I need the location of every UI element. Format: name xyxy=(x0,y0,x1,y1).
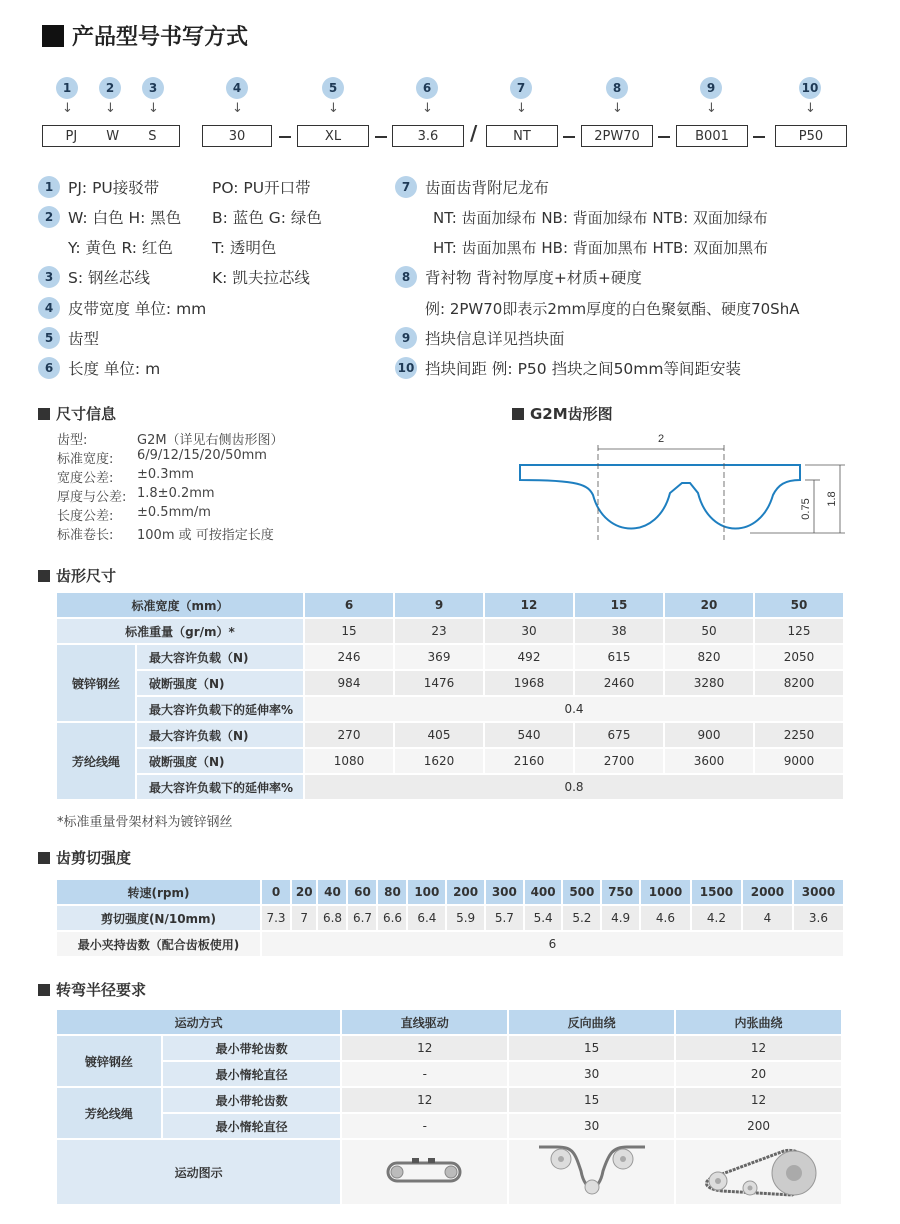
width-cell: 12 xyxy=(485,593,573,617)
table-cell: 1080 xyxy=(305,749,393,773)
table-cell: 675 xyxy=(575,723,663,747)
table-cell: 1620 xyxy=(395,749,483,773)
legend-item-3 xyxy=(38,265,388,289)
shear-table xyxy=(55,878,845,958)
weight-note: *标准重量骨架材料为镀锌钢丝 xyxy=(57,815,233,830)
legend-item-8-example xyxy=(395,296,875,320)
table-row xyxy=(57,932,843,956)
profile-title xyxy=(512,403,613,424)
spec-value: 6/9/12/15/20/50mm xyxy=(137,448,267,463)
code-part-fabric: NT xyxy=(513,128,531,144)
legend-number: 1 xyxy=(38,176,60,198)
table-cell: 3280 xyxy=(665,671,753,695)
legend-text: 齿型 xyxy=(68,330,100,348)
section-title-text: 尺寸信息 xyxy=(56,405,117,423)
code-box-spacing xyxy=(775,125,847,147)
down-arrow-icon: ↓ xyxy=(148,101,159,116)
tooth-spec-table xyxy=(55,591,845,801)
table-row xyxy=(57,1140,841,1204)
legend-text: W: 白色 H: 黑色 xyxy=(68,209,182,227)
table-cell: 270 xyxy=(305,723,393,747)
speed-cell: 1500 xyxy=(692,880,741,904)
legend-text: Y: 黄色 R: 红色 xyxy=(68,239,173,257)
table-row xyxy=(57,1088,841,1112)
code-box-profile xyxy=(297,125,369,147)
table-cell: 12 xyxy=(676,1036,841,1060)
table-cell: 2050 xyxy=(755,645,843,669)
code-part-core: S xyxy=(148,128,157,144)
down-arrow-icon: ↓ xyxy=(612,101,623,116)
table-cell: 200 xyxy=(676,1114,841,1138)
reverse-bend-icon xyxy=(537,1141,647,1201)
spec-row xyxy=(57,486,284,505)
code-number-7: 7 xyxy=(510,77,532,99)
speed-cell: 40 xyxy=(318,880,346,904)
table-row xyxy=(57,1010,841,1034)
size-info-title xyxy=(38,403,116,424)
reverse-bend-diagram xyxy=(509,1140,674,1204)
width-cell: 15 xyxy=(575,593,663,617)
speed-cell: 500 xyxy=(563,880,600,904)
table-cell: 12 xyxy=(342,1036,507,1060)
row-label: 最大容许负载下的延伸率% xyxy=(137,775,303,799)
code-number-1: 1 xyxy=(56,77,78,99)
total-height-label: 1.8 xyxy=(826,491,838,507)
code-part-width: 30 xyxy=(228,128,246,144)
table-row xyxy=(57,697,843,721)
legend-number: 6 xyxy=(38,357,60,379)
table-cell: 405 xyxy=(395,723,483,747)
speed-cell: 300 xyxy=(486,880,523,904)
table-cell: 12 xyxy=(342,1088,507,1112)
row-label: 破断强度（N) xyxy=(137,671,303,695)
code-box-backing xyxy=(581,125,653,147)
table-row xyxy=(57,1062,841,1086)
table-row xyxy=(57,906,843,930)
section-square-icon xyxy=(38,852,50,864)
section-title-text: 齿形尺寸 xyxy=(56,567,117,585)
speed-cell: 3000 xyxy=(794,880,843,904)
code-number-6: 6 xyxy=(416,77,438,99)
min-teeth-header: 最小夹持齿数（配合齿板使用) xyxy=(57,932,260,956)
section-square-icon xyxy=(38,570,50,582)
table-row xyxy=(57,723,843,747)
speed-cell: 20 xyxy=(292,880,316,904)
legend-text: 长度 单位: m xyxy=(68,360,161,378)
table-cell: 615 xyxy=(575,645,663,669)
shear-cell: 6.6 xyxy=(378,906,406,930)
table-row xyxy=(57,880,843,904)
table-row xyxy=(57,671,843,695)
shear-cell: 7 xyxy=(292,906,316,930)
table-cell: - xyxy=(342,1114,507,1138)
table-cell: 30 xyxy=(509,1114,674,1138)
table-row xyxy=(57,619,843,643)
legend-left xyxy=(38,175,388,380)
legend-text: 挡块信息详见挡块面 xyxy=(425,330,565,348)
spec-value: 1.8±0.2mm xyxy=(137,486,215,501)
row-label: 最大容许负载（N) xyxy=(137,645,303,669)
weight-cell: 15 xyxy=(305,619,393,643)
width-cell: 6 xyxy=(305,593,393,617)
code-slash: / xyxy=(470,121,478,145)
code-number-8: 8 xyxy=(606,77,628,99)
diagram-header: 运动图示 xyxy=(57,1140,340,1204)
code-box-block xyxy=(676,125,748,147)
min-teeth-cell: 6 xyxy=(262,932,843,956)
shear-cell: 4.2 xyxy=(692,906,741,930)
table-cell: 2460 xyxy=(575,671,663,695)
row-label: 最小带轮齿数 xyxy=(163,1036,341,1060)
table-row xyxy=(57,593,843,617)
table-row xyxy=(57,1036,841,1060)
code-number-4: 4 xyxy=(226,77,248,99)
legend-text: 挡块间距 例: P50 挡块之间50mm等间距安装 xyxy=(425,360,741,378)
group-header: 芳纶线绳 xyxy=(57,723,135,799)
spec-row xyxy=(57,467,284,486)
table-cell: 540 xyxy=(485,723,573,747)
spec-row xyxy=(57,505,284,524)
speed-header: 转速(rpm) xyxy=(57,880,260,904)
code-box-fabric xyxy=(486,125,558,147)
speed-cell: 0 xyxy=(262,880,290,904)
section-square-icon xyxy=(38,984,50,996)
weight-cell: 125 xyxy=(755,619,843,643)
table-cell: 0.8 xyxy=(305,775,843,799)
section-title-text: G2M齿形图 xyxy=(530,405,613,423)
mode-cell: 直线驱动 xyxy=(342,1010,507,1034)
table-cell: 8200 xyxy=(755,671,843,695)
tooth-table-title xyxy=(38,565,116,586)
width-header: 标准宽度（mm） xyxy=(57,593,303,617)
linear-drive-diagram xyxy=(342,1140,507,1204)
legend-text: K: 凯夫拉芯线 xyxy=(212,269,310,287)
table-row xyxy=(57,749,843,773)
spec-label: 标准宽度: xyxy=(57,452,114,467)
table-cell: 1968 xyxy=(485,671,573,695)
shear-cell: 7.3 xyxy=(262,906,290,930)
group-header: 镀锌钢丝 xyxy=(57,1036,161,1086)
shear-cell: 4.9 xyxy=(602,906,639,930)
down-arrow-icon: ↓ xyxy=(805,101,816,116)
shear-table-title xyxy=(38,847,131,868)
shear-cell: 6.7 xyxy=(348,906,376,930)
group-header: 镀锌钢丝 xyxy=(57,645,135,721)
section-title-text: 转弯半径要求 xyxy=(56,981,147,999)
page-title-text: 产品型号书写方式 xyxy=(72,25,249,50)
table-cell: 12 xyxy=(676,1088,841,1112)
spec-row xyxy=(57,448,284,467)
section-square-icon xyxy=(512,408,524,420)
g2m-profile-diagram xyxy=(510,425,870,550)
table-row xyxy=(57,645,843,669)
table-row xyxy=(57,1114,841,1138)
mode-cell: 内张曲绕 xyxy=(676,1010,841,1034)
legend-text: T: 透明色 xyxy=(212,239,277,257)
row-label: 最小惰轮直径 xyxy=(163,1114,341,1138)
row-label: 最小带轮齿数 xyxy=(163,1088,341,1112)
legend-number: 8 xyxy=(395,266,417,288)
inner-bend-diagram xyxy=(676,1140,841,1204)
table-cell: 0.4 xyxy=(305,697,843,721)
legend-text: PO: PU开口带 xyxy=(212,179,311,197)
size-info-list xyxy=(57,429,284,543)
table-cell: 30 xyxy=(509,1062,674,1086)
code-number-10: 10 xyxy=(799,77,821,99)
code-box-width xyxy=(202,125,272,147)
code-part-color: W xyxy=(106,128,120,144)
shear-cell: 5.4 xyxy=(525,906,562,930)
table-cell: 15 xyxy=(509,1088,674,1112)
section-square-icon xyxy=(38,408,50,420)
legend-item-9 xyxy=(395,326,875,350)
spec-label: 宽度公差: xyxy=(57,471,114,486)
mode-header: 运动方式 xyxy=(57,1010,340,1034)
legend-number: 3 xyxy=(38,266,60,288)
legend-item-4 xyxy=(38,296,388,320)
legend-text: 背衬物 背衬物厚度+材质+硬度 xyxy=(425,269,642,287)
legend-number: 2 xyxy=(38,206,60,228)
down-arrow-icon: ↓ xyxy=(232,101,243,116)
legend-item-2 xyxy=(38,205,388,229)
code-dash xyxy=(658,136,670,138)
table-cell: 2250 xyxy=(755,723,843,747)
legend-item-7-black xyxy=(395,235,875,259)
shear-cell: 5.2 xyxy=(563,906,600,930)
group-header: 芳纶线绳 xyxy=(57,1088,161,1138)
speed-cell: 60 xyxy=(348,880,376,904)
weight-header: 标准重量（gr/m）* xyxy=(57,619,303,643)
spec-value: G2M（详见右侧齿形图） xyxy=(137,433,284,448)
legend-number: 5 xyxy=(38,327,60,349)
bend-table-title xyxy=(38,979,146,1000)
legend-text: B: 蓝色 G: 绿色 xyxy=(212,209,322,227)
linear-drive-icon xyxy=(380,1151,470,1191)
legend-text: PJ: PU接驳带 xyxy=(68,179,160,197)
spec-value: ±0.5mm/m xyxy=(137,505,211,520)
spec-value: ±0.3mm xyxy=(137,467,194,482)
speed-cell: 1000 xyxy=(641,880,690,904)
legend-item-8 xyxy=(395,265,875,289)
row-label: 最大容许负载下的延伸率% xyxy=(137,697,303,721)
spec-label: 厚度与公差: xyxy=(57,490,127,505)
row-label: 破断强度（N) xyxy=(137,749,303,773)
code-part-profile: XL xyxy=(324,128,342,144)
code-part-spacing: P50 xyxy=(798,128,824,144)
down-arrow-icon: ↓ xyxy=(422,101,433,116)
legend-number: 7 xyxy=(395,176,417,198)
section-title-text: 齿剪切强度 xyxy=(56,849,132,867)
down-arrow-icon: ↓ xyxy=(706,101,717,116)
spec-label: 齿型: xyxy=(57,433,88,448)
code-dash xyxy=(563,136,575,138)
code-dash xyxy=(753,136,765,138)
spec-row xyxy=(57,524,284,543)
speed-cell: 400 xyxy=(525,880,562,904)
weight-cell: 50 xyxy=(665,619,753,643)
legend-item-2-cont xyxy=(38,235,388,259)
down-arrow-icon: ↓ xyxy=(328,101,339,116)
legend-text: 例: 2PW70即表示2mm厚度的白色聚氨酯、硬度70ShA xyxy=(425,299,800,318)
code-number-5: 5 xyxy=(322,77,344,99)
table-cell: 20 xyxy=(676,1062,841,1086)
legend-text: S: 钢丝芯线 xyxy=(68,269,150,287)
code-box-length xyxy=(392,125,464,147)
width-cell: 50 xyxy=(755,593,843,617)
shear-cell: 5.9 xyxy=(447,906,484,930)
speed-cell: 750 xyxy=(602,880,639,904)
table-cell: 820 xyxy=(665,645,753,669)
shear-cell: 3.6 xyxy=(794,906,843,930)
down-arrow-icon: ↓ xyxy=(516,101,527,116)
shear-cell: 6.8 xyxy=(318,906,346,930)
shear-cell: 4.6 xyxy=(641,906,690,930)
weight-cell: 23 xyxy=(395,619,483,643)
page-title xyxy=(42,20,248,51)
mode-cell: 反向曲绕 xyxy=(509,1010,674,1034)
width-cell: 20 xyxy=(665,593,753,617)
legend-item-7 xyxy=(395,175,875,199)
down-arrow-icon: ↓ xyxy=(62,101,73,116)
table-cell: 2700 xyxy=(575,749,663,773)
weight-cell: 38 xyxy=(575,619,663,643)
row-label: 最大容许负载（N) xyxy=(137,723,303,747)
legend-item-7-green xyxy=(395,205,875,229)
table-cell: 369 xyxy=(395,645,483,669)
belt-profile-outline xyxy=(520,465,800,529)
table-cell: 15 xyxy=(509,1036,674,1060)
table-cell: 3600 xyxy=(665,749,753,773)
code-part-backing: 2PW70 xyxy=(594,128,640,144)
table-cell: 984 xyxy=(305,671,393,695)
code-box-type-color-core xyxy=(42,125,180,147)
weight-cell: 30 xyxy=(485,619,573,643)
down-arrow-icon: ↓ xyxy=(105,101,116,116)
tooth-height-label: 0.75 xyxy=(800,498,812,520)
legend-item-6 xyxy=(38,356,388,380)
table-cell: 2160 xyxy=(485,749,573,773)
legend-number: 9 xyxy=(395,327,417,349)
code-dash xyxy=(375,136,387,138)
legend-text: HT: 齿面加黑布 HB: 背面加黑布 HTB: 双面加黑布 xyxy=(433,238,769,257)
pitch-dim-label: 2 xyxy=(657,433,665,445)
shear-header: 剪切强度(N/10mm) xyxy=(57,906,260,930)
table-cell: - xyxy=(342,1062,507,1086)
speed-cell: 100 xyxy=(408,880,445,904)
spec-row xyxy=(57,429,284,448)
legend-item-1 xyxy=(38,175,388,199)
shear-cell: 4 xyxy=(743,906,792,930)
legend-item-5 xyxy=(38,326,388,350)
code-part-type: PJ xyxy=(65,128,78,144)
shear-cell: 6.4 xyxy=(408,906,445,930)
legend-text: 皮带宽度 单位: mm xyxy=(68,300,207,318)
spec-value: 100m 或 可按指定长度 xyxy=(137,528,274,543)
table-cell: 9000 xyxy=(755,749,843,773)
inner-bend-icon xyxy=(694,1141,824,1201)
speed-cell: 2000 xyxy=(743,880,792,904)
table-cell: 1476 xyxy=(395,671,483,695)
legend-text: NT: 齿面加绿布 NB: 背面加绿布 NTB: 双面加绿布 xyxy=(433,208,768,227)
code-number-2: 2 xyxy=(99,77,121,99)
spec-label: 标准卷长: xyxy=(57,528,114,543)
code-part-length: 3.6 xyxy=(417,128,439,144)
row-label: 最小惰轮直径 xyxy=(163,1062,341,1086)
legend-item-10 xyxy=(395,356,875,380)
speed-cell: 80 xyxy=(378,880,406,904)
spec-label: 长度公差: xyxy=(57,509,114,524)
code-number-9: 9 xyxy=(700,77,722,99)
title-square-icon xyxy=(42,25,64,47)
legend-right xyxy=(395,175,875,380)
width-cell: 9 xyxy=(395,593,483,617)
table-row xyxy=(57,775,843,799)
bend-table xyxy=(55,1008,843,1206)
legend-number: 4 xyxy=(38,297,60,319)
speed-cell: 200 xyxy=(447,880,484,904)
shear-cell: 5.7 xyxy=(486,906,523,930)
table-cell: 900 xyxy=(665,723,753,747)
table-cell: 246 xyxy=(305,645,393,669)
code-dash xyxy=(279,136,291,138)
legend-number: 10 xyxy=(395,357,417,379)
legend-text: 齿面齿背附尼龙布 xyxy=(425,179,550,197)
code-number-3: 3 xyxy=(142,77,164,99)
table-cell: 492 xyxy=(485,645,573,669)
code-part-block: B001 xyxy=(695,128,729,144)
